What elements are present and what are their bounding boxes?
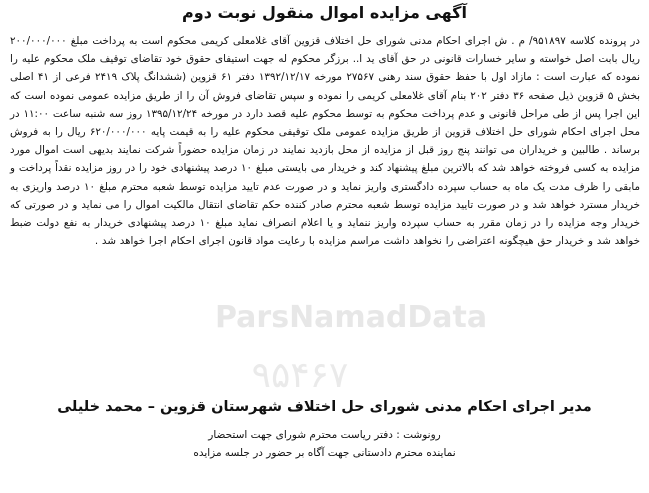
cc-line-1: رونوشت : دفتر ریاست محترم شورای جهت استحضار [208, 429, 441, 441]
cc-line-2: نماینده محترم دادستانی جهت آگاه بر حضور در جلسه مزایده [193, 447, 456, 459]
stamp: ۹۵۴۶۷ [251, 355, 349, 396]
watermark: ParsNamadData [215, 300, 488, 335]
notice-title: آگهی مزایده اموال منقول نوبت دوم [182, 3, 467, 22]
signature-line: مدیر اجرای احکام مدنی شورای حل اختلاف شهرستان قزوین – محمد خلیلی [57, 399, 592, 415]
notice-body-text: در پرونده کلاسه ۹۵۱۸۹۷/ م . ش اجرای احکام مدنی شورای حل اختلاف قزوین آقای غلامعلی کریمی محکوم است به پرداخت مبلغ ۲۰۰/۰۰۰/۰۰۰ ریال بابت اصل خواسته و سایر خسارات قانونی در حق آقای ید ا.. برزگر محکوم له جهت استیفای حقوق خود تقاضای توقیف ملک محکوم علیه را نموده که عبارت است : مازاد اول با حفظ حقوق سند رهنی ۲۷۵۶۷ مورخه ۱۳۹۲/۱۲/۱۷ دفتر ۶۱ قزوین (ششدانگ پلاک ۲۴۱۹ فرعی از ۴۱ اصلی بخش ۵ قزوین ذیل صفحه ۳۶ دفتر ۲۰۲ بنام آقای غلامعلی کریمی را نموده و سپس تقاضای فروش آن را از طریق مزایده عمومی نموده است که این اجرا پس از طی مراحل قانونی و عدم پرداخت محکوم به توسط محکوم علیه قصد دارد در مورخه ۱۳۹۵/۱۲/۲۴ روز سه شنبه ساعت ۱۱:۰۰ در محل اجرای احکام شورای حل اختلاف قزوین از طریق مزایده عمومی ملک توقیفی محکوم علیه را به قیمت پایه ۶۲۰/۰۰۰/۰۰۰ ریال را به فروش برساند . طالبین و خریداران می توانند پنج روز قبل از مزایده از محل بازدید نمایند در زمان مزایده حضوراً شرکت نمایند بدیهی است اموال مورد مزایده به کسی فروخته خواهد شد که بالاترین مبلغ پیشنهاد کند و خریدار می بایستی مبلغ ۱۰ درصد پیشنهادی خود را در روز مزایده نقداً پرداخت و مابقی را ظرف مدت یک ماه به حساب سپرده دادگستری واریز نماید و در صورت عدم تایید مزایده توسط شعبه محترم مبلغ ۱۰ درصد واریزی به خریدار مسترد خواهد شد و در صورت تایید مزایده توسط شعبه محترم صادر کننده حکم تقاضای انتقال مالکیت اموال را می نماید و در صورتی که خریدار وجه مزایده را در زمان مقرر به حساب سپرده واریز ننماید و یا اعلام انصراف نماید مبلغ ۱۰ درصد پیشنهادی خریدار به نفع دولت ضبط خواهد شد و خریدار حق هیچگونه اعتراضی را نخواهد داشت مراسم مزایده با رعایت مواد قانون اجرای احکام اجرا خواهد شد . [10, 35, 641, 248]
